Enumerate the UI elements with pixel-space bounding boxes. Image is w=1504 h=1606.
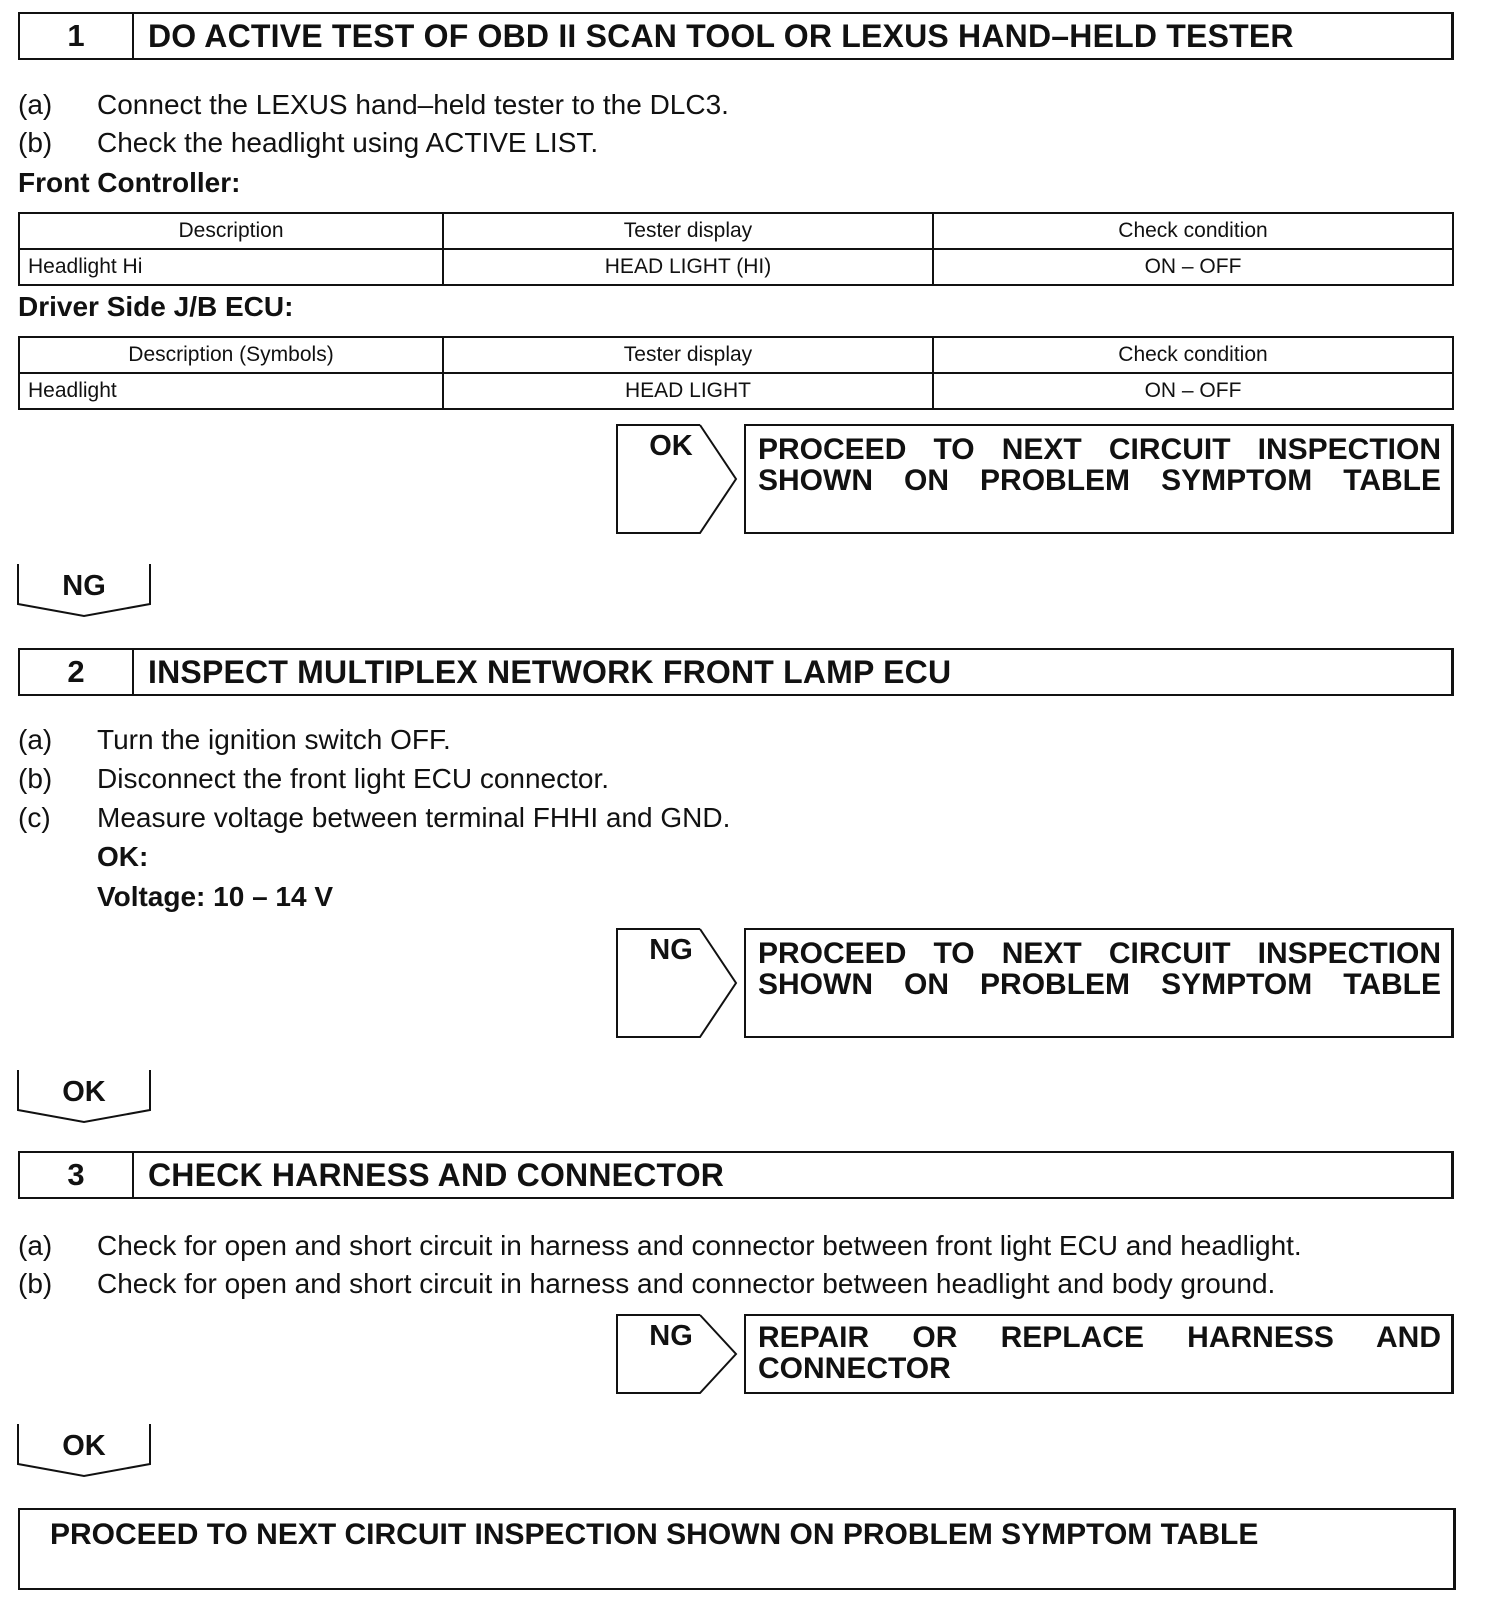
driver-side-jb-ecu-table [18, 336, 1454, 410]
final-result-text: PROCEED TO NEXT CIRCUIT INSPECTION SHOWN ON PROBLEM SYMPTOM TABLE [50, 1518, 1259, 1551]
step-1-result-text: PROCEED TO NEXT CIRCUIT INSPECTION SHOWN ON PROBLEM SYMPTOM TABLE [758, 433, 1441, 497]
column-header: Tester display [443, 213, 933, 249]
step-3-item-b: (b) Check for open and short circuit in harness and connector between headlight and body ground. [18, 1268, 1276, 1299]
table-cell: ON – OFF [933, 373, 1453, 409]
step-3-number: 3 [20, 1153, 134, 1197]
column-header: Tester display [443, 337, 933, 373]
step-3-down-label: OK [62, 1430, 106, 1462]
step-3-ng-arrow-icon [616, 1314, 738, 1394]
step-2-header [18, 648, 1454, 696]
step-2-ok-down-tag-icon [16, 1068, 156, 1124]
step-2-item-b: (b) Disconnect the front light ECU connector. [18, 763, 610, 794]
driver-side-jb-ecu-heading: Driver Side J/B ECU: [18, 291, 294, 322]
step-2-ok-label: OK: [97, 841, 149, 872]
step-1-item-b: (b) Check the headlight using ACTIVE LIST. [18, 127, 599, 158]
step-3-header [18, 1151, 1454, 1199]
step-2-title: INSPECT MULTIPLEX NETWORK FRONT LAMP ECU [148, 653, 952, 690]
step-2-item-c: (c) Measure voltage between terminal FHHI and GND. [18, 802, 731, 833]
column-header: Check condition [933, 337, 1453, 373]
step-1-result-box [744, 424, 1454, 534]
step-1-number: 1 [20, 14, 134, 58]
front-controller-heading: Front Controller: [18, 167, 241, 198]
column-header: Description [19, 213, 443, 249]
table-cell: Headlight Hi [19, 249, 443, 285]
step-1-ng-down-tag-icon [16, 562, 156, 618]
front-controller-table [18, 212, 1454, 286]
step-2-result-box [744, 928, 1454, 1038]
step-1-result-label: OK [649, 430, 693, 462]
step-3-result-text: REPAIR OR REPLACE HARNESS AND CONNECTOR [758, 1321, 1441, 1385]
step-2-number: 2 [20, 650, 134, 694]
step-2-result-text: PROCEED TO NEXT CIRCUIT INSPECTION SHOWN ON PROBLEM SYMPTOM TABLE [758, 937, 1441, 1001]
column-header: Description (Symbols) [19, 337, 443, 373]
step-2-result-label: NG [649, 934, 693, 966]
step-1-ok-arrow-icon [616, 424, 738, 534]
step-3-item-a: (a) Check for open and short circuit in harness and connector between front light ECU and headlight. [18, 1230, 1302, 1261]
table-header-row [19, 337, 1453, 373]
table-header-row [19, 213, 1453, 249]
table-cell: HEAD LIGHT [443, 373, 933, 409]
step-3-title: CHECK HARNESS AND CONNECTOR [148, 1156, 725, 1193]
table-row [19, 249, 1453, 285]
step-3-ok-down-tag-icon [16, 1422, 156, 1478]
final-result-box [18, 1508, 1456, 1590]
table-cell: ON – OFF [933, 249, 1453, 285]
step-2-item-a: (a) Turn the ignition switch OFF. [18, 724, 451, 755]
step-1-down-label: NG [62, 570, 106, 602]
table-cell: Headlight [19, 373, 443, 409]
step-1-title: DO ACTIVE TEST OF OBD II SCAN TOOL OR LEXUS HAND–HELD TESTER [148, 17, 1294, 54]
step-1-header [18, 12, 1454, 60]
step-3-result-label: NG [649, 1320, 693, 1352]
step-3-result-box [744, 1314, 1454, 1394]
step-2-ng-arrow-icon [616, 928, 738, 1038]
step-2-voltage-spec: Voltage: 10 – 14 V [97, 881, 334, 912]
step-2-down-label: OK [62, 1076, 106, 1108]
table-cell: HEAD LIGHT (HI) [443, 249, 933, 285]
column-header: Check condition [933, 213, 1453, 249]
step-1-item-a: (a) Connect the LEXUS hand–held tester to the DLC3. [18, 89, 729, 120]
table-row [19, 373, 1453, 409]
